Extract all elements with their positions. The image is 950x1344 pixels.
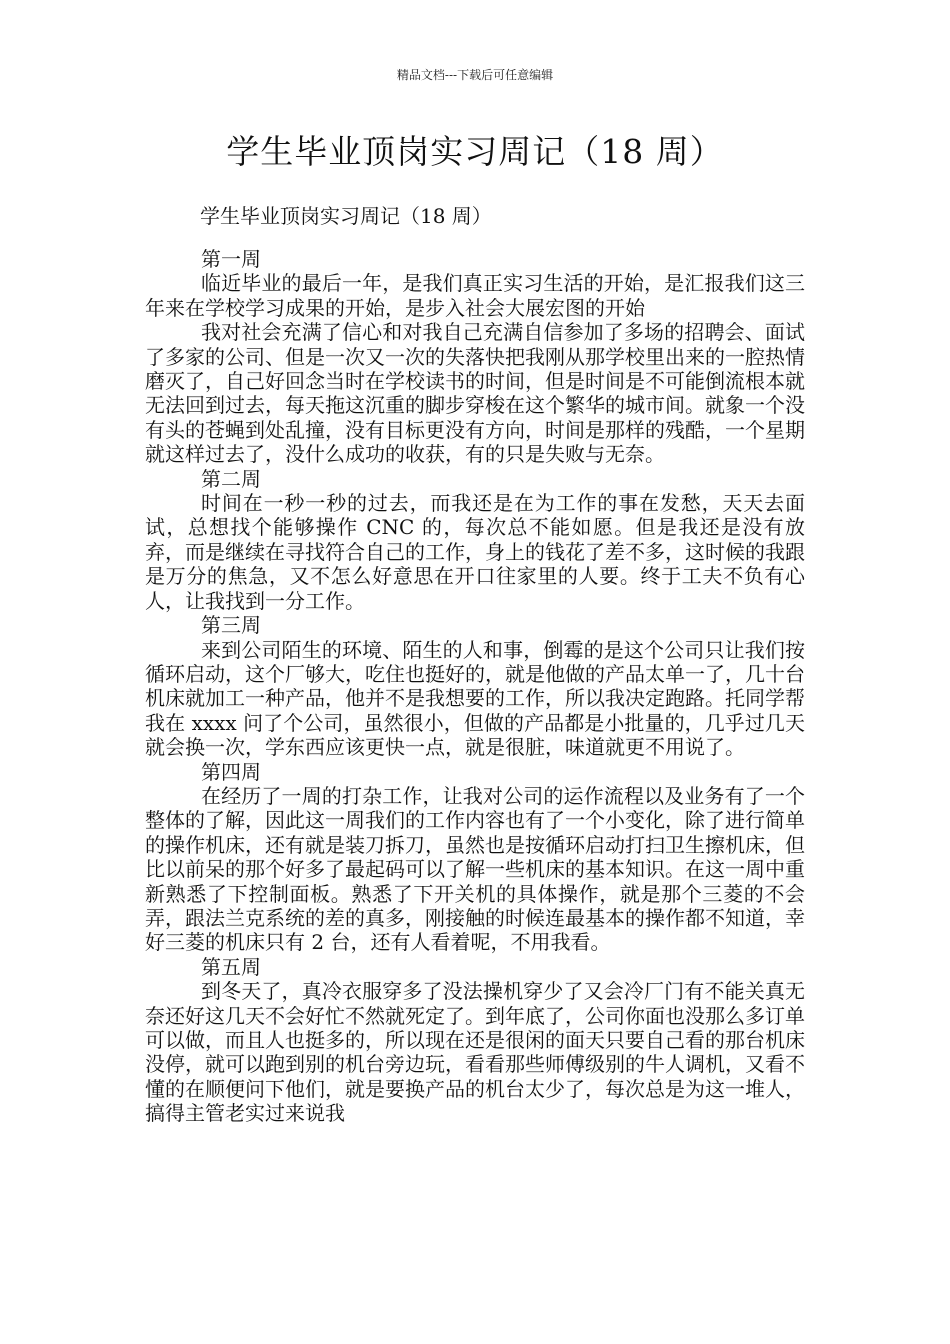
paragraph: 到冬天了，真冷衣服穿多了没法操机穿少了又会冷厂门有不能关真无奈还好这几天不会好忙不然就死定了。到年底了，公司你面也没那么多订单可以做，而且人也挺多的，所以现在还是很闲的面天只要自己看的那台机床没停，就可以跑到别的机台旁边玩，看看那些师傅级别的牛人调机，又看不懂的在顺便问下他们，就是要换产品的机台太少了，每次总是为这一堆人，搞得主管老实过来说我 [145, 979, 805, 1126]
paragraph: 临近毕业的最后一年，是我们真正实习生活的开始，是汇报我们这三年来在学校学习成果的开始，是步入社会大展宏图的开始 [145, 271, 805, 320]
paragraph: 我对社会充满了信心和对我自己充满自信参加了多场的招聘会、面试了多家的公司、但是一次又一次的失落快把我刚从那学校里出来的一腔热情磨灭了，自己好回念当时在学校读书的时间，但是时间是不可能倒流根本就无法回到过去，每天拖这沉重的脚步穿梭在这个繁华的城市间。就象一个没有头的苍蝇到处乱撞，没有目标更没有方向，时间是那样的残酷，一个星期就这样过去了，没什么成功的收获，有的只是失败与无奈。 [145, 320, 805, 467]
document-subtitle: 学生毕业顶岗实习周记（18 周） [200, 204, 492, 228]
week-heading: 第四周 [201, 759, 261, 784]
week-heading: 第三周 [201, 613, 261, 638]
week-heading: 第五周 [201, 954, 261, 979]
paragraph: 在经历了一周的打杂工作，让我对公司的运作流程以及业务有了一个整体的了解，因此这一周我们的工作内容也有了一个小变化，除了进行简单的操作机床，还有就是装刀拆刀，虽然也是按循环启动打扫卫生擦机床，但比以前呆的那个好多了最起码可以了解一些机床的基本知识。在这一周中重新熟悉了下控制面板。熟悉了下开关机的具体操作，就是那个三菱的不会弄，跟法兰克系统的差的真多，刚接触的时候连最基本的操作都不知道，幸好三菱的机床只有 2 台，还有人看着呢，不用我看。 [145, 783, 805, 955]
week-heading: 第二周 [201, 466, 261, 491]
header-note: 精品文档---下载后可任意编辑 [396, 68, 554, 82]
paragraph: 时间在一秒一秒的过去，而我还是在为工作的事在发愁，天天去面试，总想找个能够操作 CNC 的，每次总不能如愿。但是我还是没有放弃，而是继续在寻找符合自己的工作，身上的钱花了差不多，这时候的我跟是万分的焦急，又不怎么好意思在开口往家里的人要。终于工夫不负有心人，让我找到一分工作。 [145, 491, 805, 613]
document-title: 学生毕业顶岗实习周记（18 周） [226, 132, 724, 171]
week-heading: 第一周 [201, 247, 261, 271]
document-body [145, 247, 805, 1126]
paragraph: 来到公司陌生的环境、陌生的人和事，倒霉的是这个公司只让我们按循环启动，这个厂够大，吃住也挺好的，就是他做的产品太单一了，几十台机床就加工一种产品，他并不是我想要的工作，所以我决定跑路。托同学帮我在 xxxx 问了个公司，虽然很小，但做的产品都是小批量的，几乎过几天就会换一次，学东西应该更快一点，就是很脏，味道就更不用说了。 [145, 637, 805, 760]
